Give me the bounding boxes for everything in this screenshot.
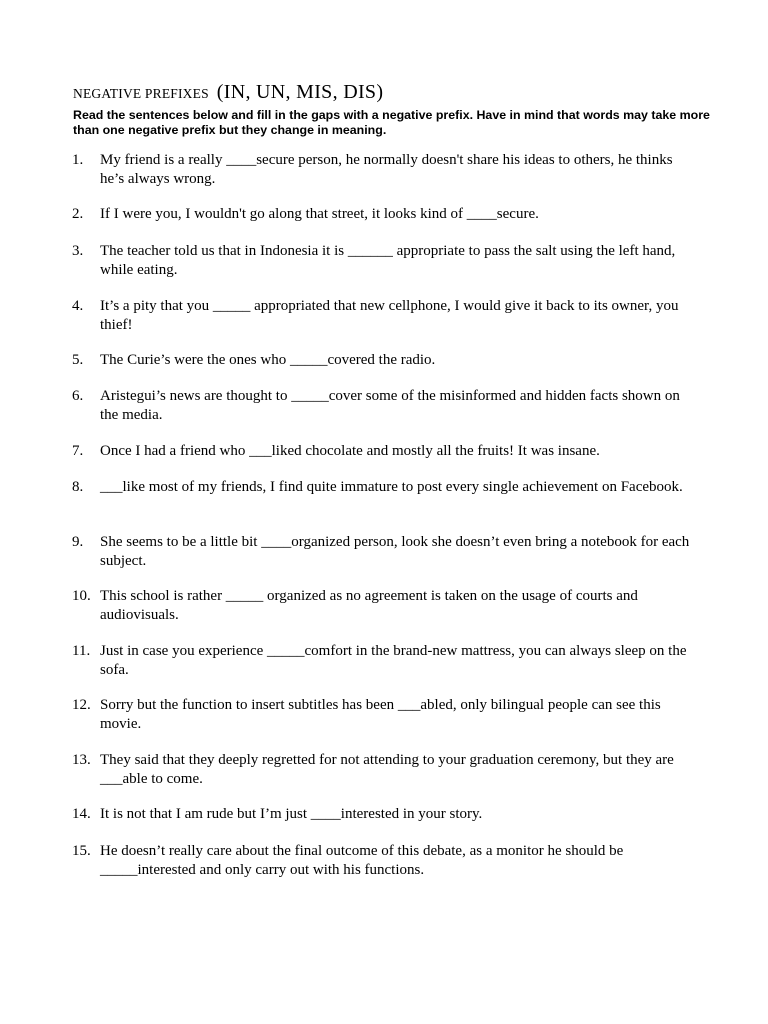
item-text: Just in case you experience _____comfort in the brand-new mattress, you can always sleep on the sofa. [100,643,687,678]
item-number: 12. [72,697,91,713]
item-number: 14. [72,806,91,822]
item-number: 13. [72,752,91,768]
item-number: 4. [72,298,84,314]
item-number: 2. [72,206,84,222]
item-text: My friend is a really ____secure person, he normally doesn't share his ideas to others, he thinks he’s always wrong. [100,152,673,187]
item-text: Sorry but the function to insert subtitles has been ___abled, only bilingual people can see this movie. [100,697,661,732]
item-text: The Curie’s were the ones who _____covered the radio. [100,352,436,368]
item-text: Aristegui’s news are thought to _____cover some of the misinformed and hidden facts shown on the media. [100,388,680,423]
item-number: 10. [72,588,91,604]
item-number: 3. [72,243,84,259]
item-text: They said that they deeply regretted for not attending to your graduation ceremony, but they are ___able to come. [100,752,674,787]
item-text: If I were you, I wouldn't go along that street, it looks kind of ____secure. [100,206,539,222]
item-text: Once I had a friend who ___liked chocolate and mostly all the fruits! It was insane. [100,443,600,459]
item-number: 5. [72,352,84,368]
instructions: Read the sentences below and fill in the gaps with a negative prefix. Have in mind that words may take more than one negative prefix but they change in meaning. [73,108,710,137]
page-title [73,69,383,106]
item-number: 8. [72,479,84,495]
item-text: This school is rather _____ organized as no agreement is taken on the usage of courts and audiovisuals. [100,588,638,623]
title-label: NEGATIVE PREFIXES [73,86,209,101]
item-number: 7. [72,443,84,459]
item-number: 9. [72,534,84,550]
item-number: 15. [72,843,91,859]
item-text: She seems to be a little bit ____organized person, look she doesn’t even bring a notebook for each subject. [100,534,690,569]
item-text: The teacher told us that in Indonesia it is ______ appropriate to pass the salt using the left hand, while eating. [100,243,676,278]
title-prefixes: (IN, UN, MIS, DIS) [216,81,384,103]
item-text: It is not that I am rude but I’m just ____interested in your story. [100,806,483,822]
item-text: ___like most of my friends, I find quite immature to post every single achievement on Facebook. [100,479,683,495]
item-number: 6. [72,388,84,404]
item-text: He doesn’t really care about the final outcome of this debate, as a monitor he should be _____interested and only carry out with his functions. [100,843,624,878]
item-number: 1. [72,152,84,168]
item-text: It’s a pity that you _____ appropriated that new cellphone, I would give it back to its owner, you thief! [100,298,679,333]
item-number: 11. [72,643,91,659]
